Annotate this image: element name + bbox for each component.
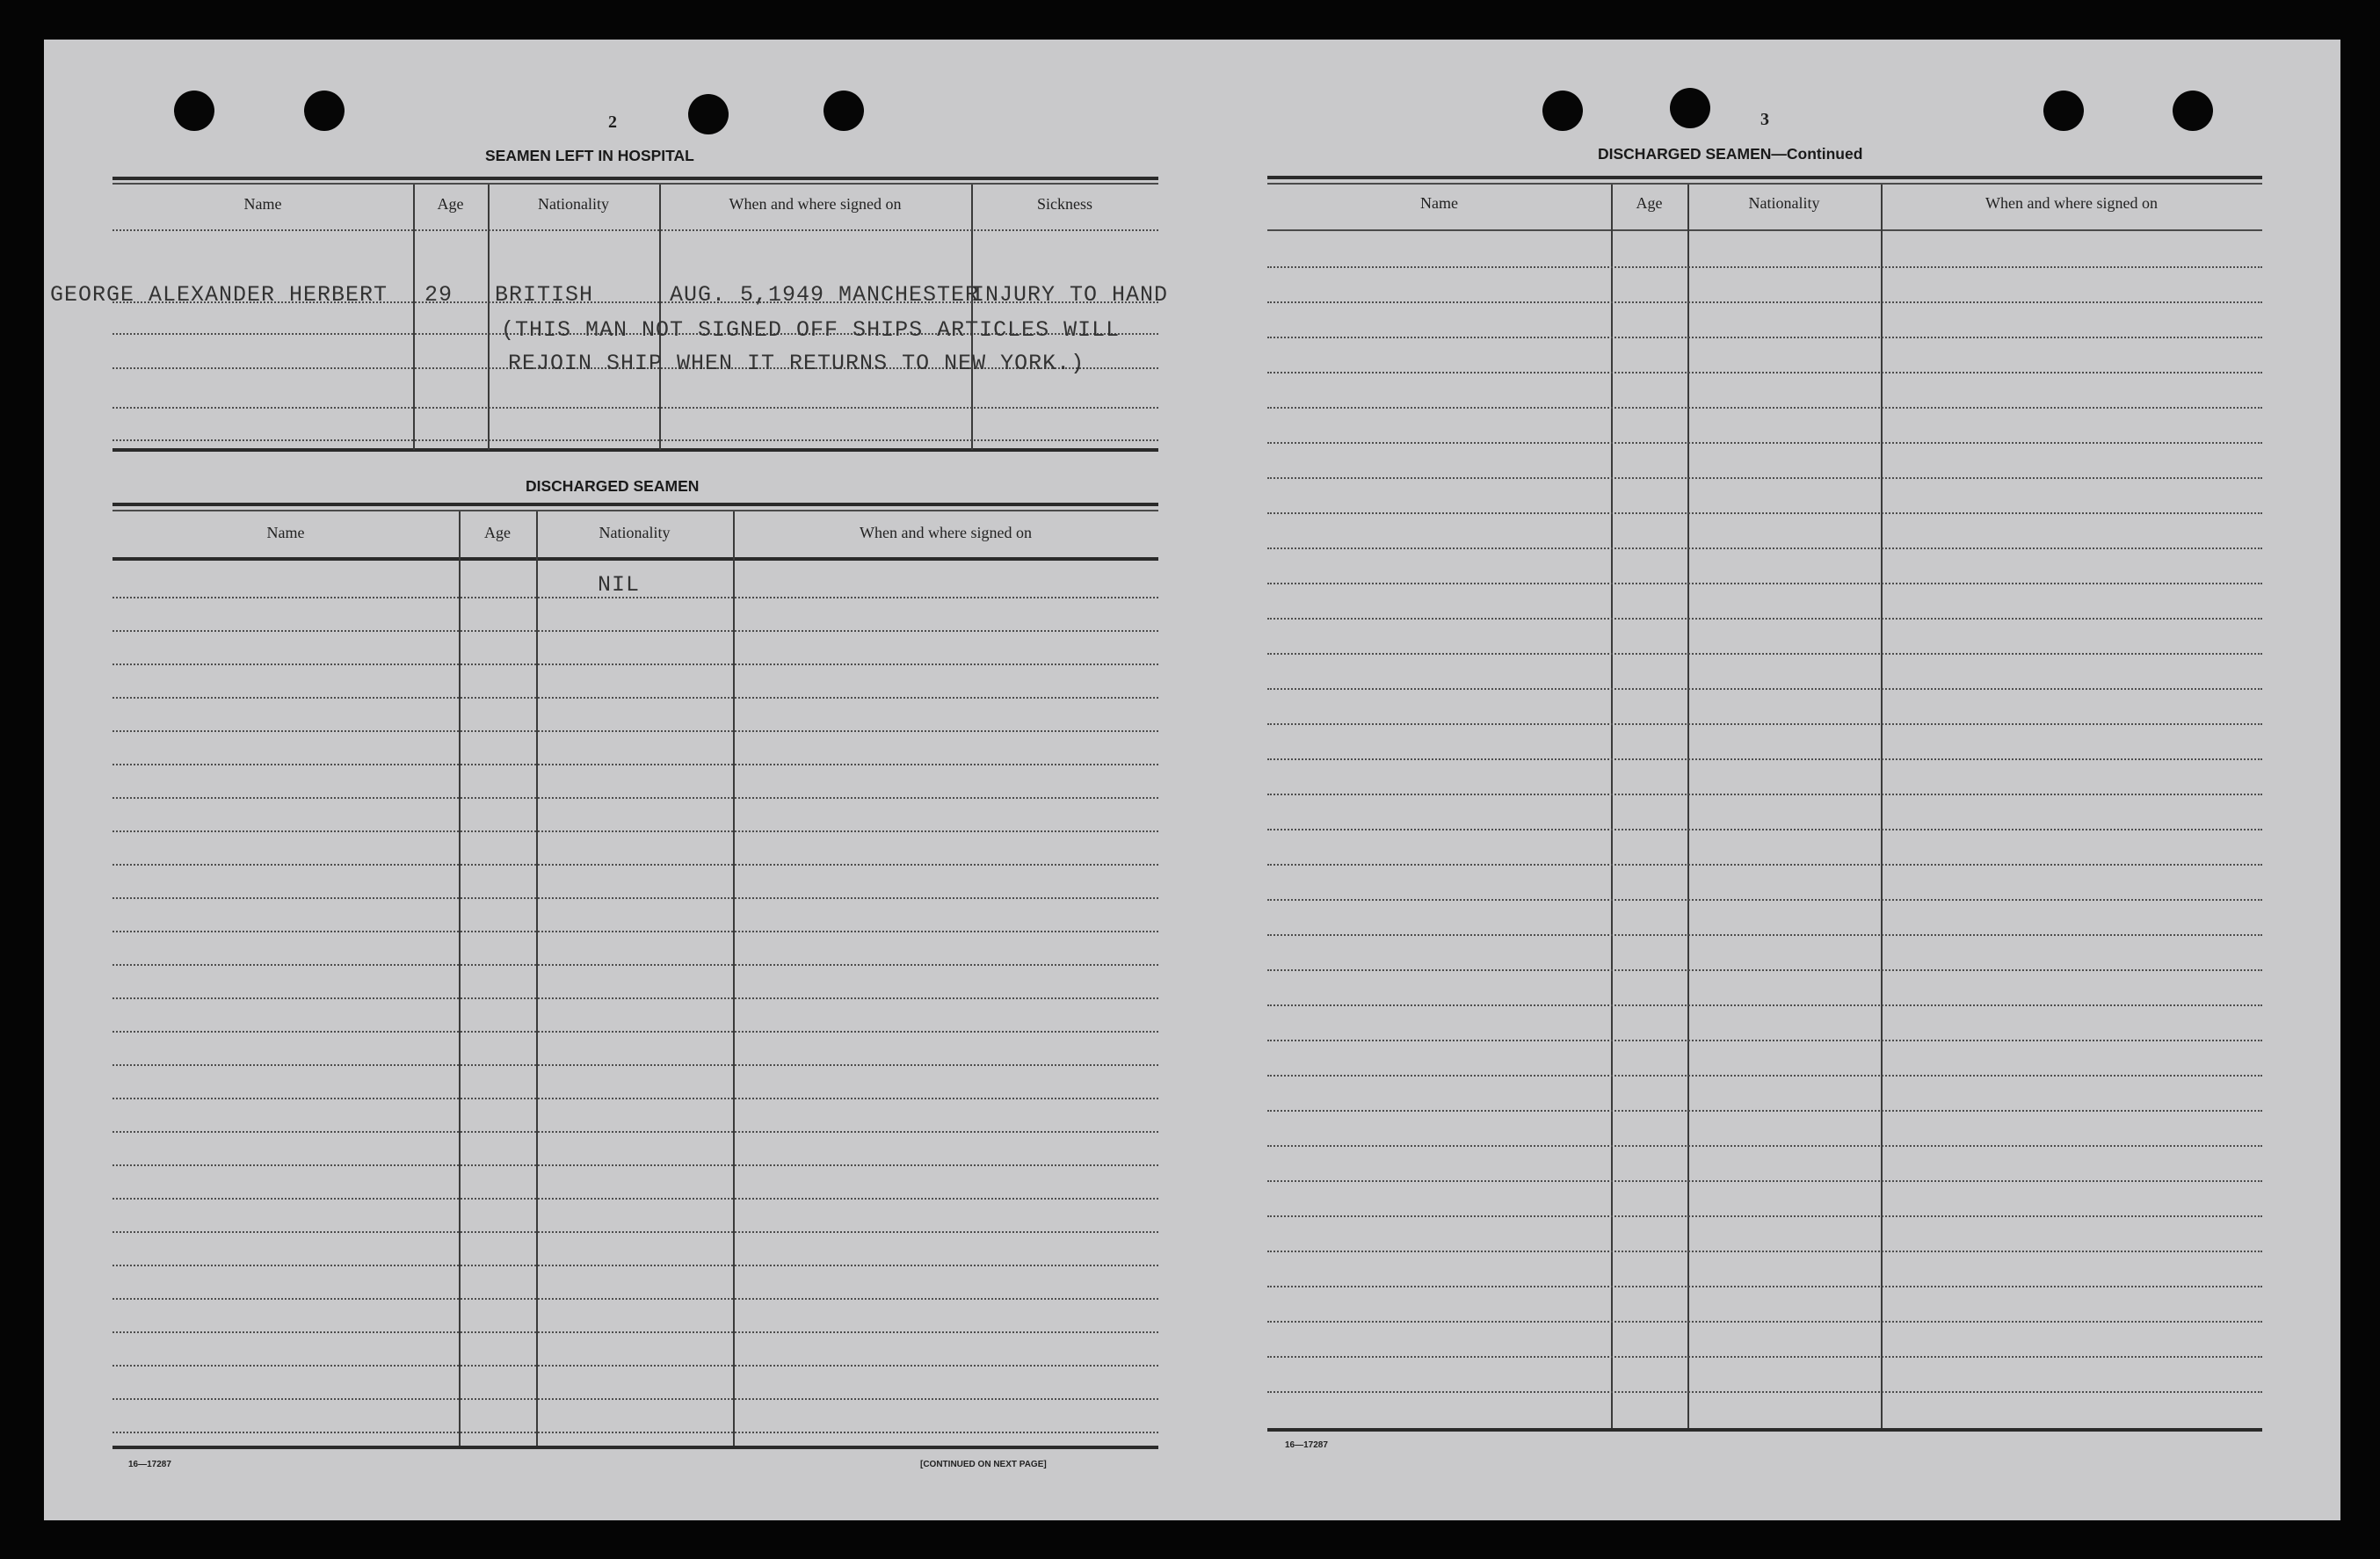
form-number-left: 16—17287 — [128, 1460, 171, 1469]
page-number-left: 2 — [608, 112, 617, 132]
right-header-age: Age — [1636, 194, 1663, 212]
right-header-name: Name — [1420, 194, 1458, 212]
discharged-header-signed-on: When and where signed on — [860, 524, 1032, 541]
discharged-header-nationality: Nationality — [599, 524, 671, 541]
hospital-note-line1: (THIS MAN NOT SIGNED OFF SHIPS ARTICLES WILL — [501, 317, 1121, 343]
hospital-header-sickness: Sickness — [1037, 195, 1092, 213]
hospital-header-name: Name — [243, 195, 282, 213]
punch-hole — [304, 91, 345, 131]
punch-hole — [1542, 91, 1583, 131]
hospital-note-line2: REJOIN SHIP WHEN IT RETURNS TO NEW YORK.) — [508, 351, 1085, 376]
punch-hole — [2173, 91, 2213, 131]
hospital-header-signed-on: When and where signed on — [729, 195, 902, 213]
discharged-section-title: DISCHARGED SEAMEN — [526, 477, 700, 495]
hospital-entry-name: GEORGE ALEXANDER HERBERT — [50, 282, 388, 308]
hospital-header-nationality: Nationality — [538, 195, 609, 213]
continued-note: [CONTINUED ON NEXT PAGE] — [920, 1460, 1047, 1469]
punch-hole — [174, 91, 214, 131]
hospital-entry-sickness: INJURY TO HAND — [971, 282, 1169, 308]
hospital-section-title: SEAMEN LEFT IN HOSPITAL — [485, 147, 694, 164]
right-header-nationality: Nationality — [1748, 194, 1820, 212]
page-number-right: 3 — [1760, 110, 1769, 129]
hospital-entry-nationality: BRITISH — [495, 282, 594, 308]
form-number-right: 16—17287 — [1285, 1440, 1328, 1450]
right-title-main: DISCHARGED SEAMEN — [1598, 145, 1772, 163]
right-title-suffix: —Continued — [1771, 145, 1863, 163]
hospital-entry-signed-on: AUG. 5,1949 MANCHESTER — [670, 282, 980, 308]
punch-hole — [1670, 88, 1710, 128]
hospital-entry-age: 29 — [424, 282, 454, 308]
discharged-header-name: Name — [266, 524, 305, 541]
punch-hole — [2043, 91, 2084, 131]
hospital-header-age: Age — [437, 195, 464, 213]
punch-hole — [824, 91, 864, 131]
form-sheet — [44, 40, 2340, 1520]
discharged-entry-nationality: NIL — [598, 572, 641, 598]
punch-hole — [688, 94, 729, 134]
right-section-title — [1598, 145, 1862, 163]
right-header-signed-on: When and where signed on — [1985, 194, 2158, 212]
discharged-header-age: Age — [484, 524, 511, 541]
